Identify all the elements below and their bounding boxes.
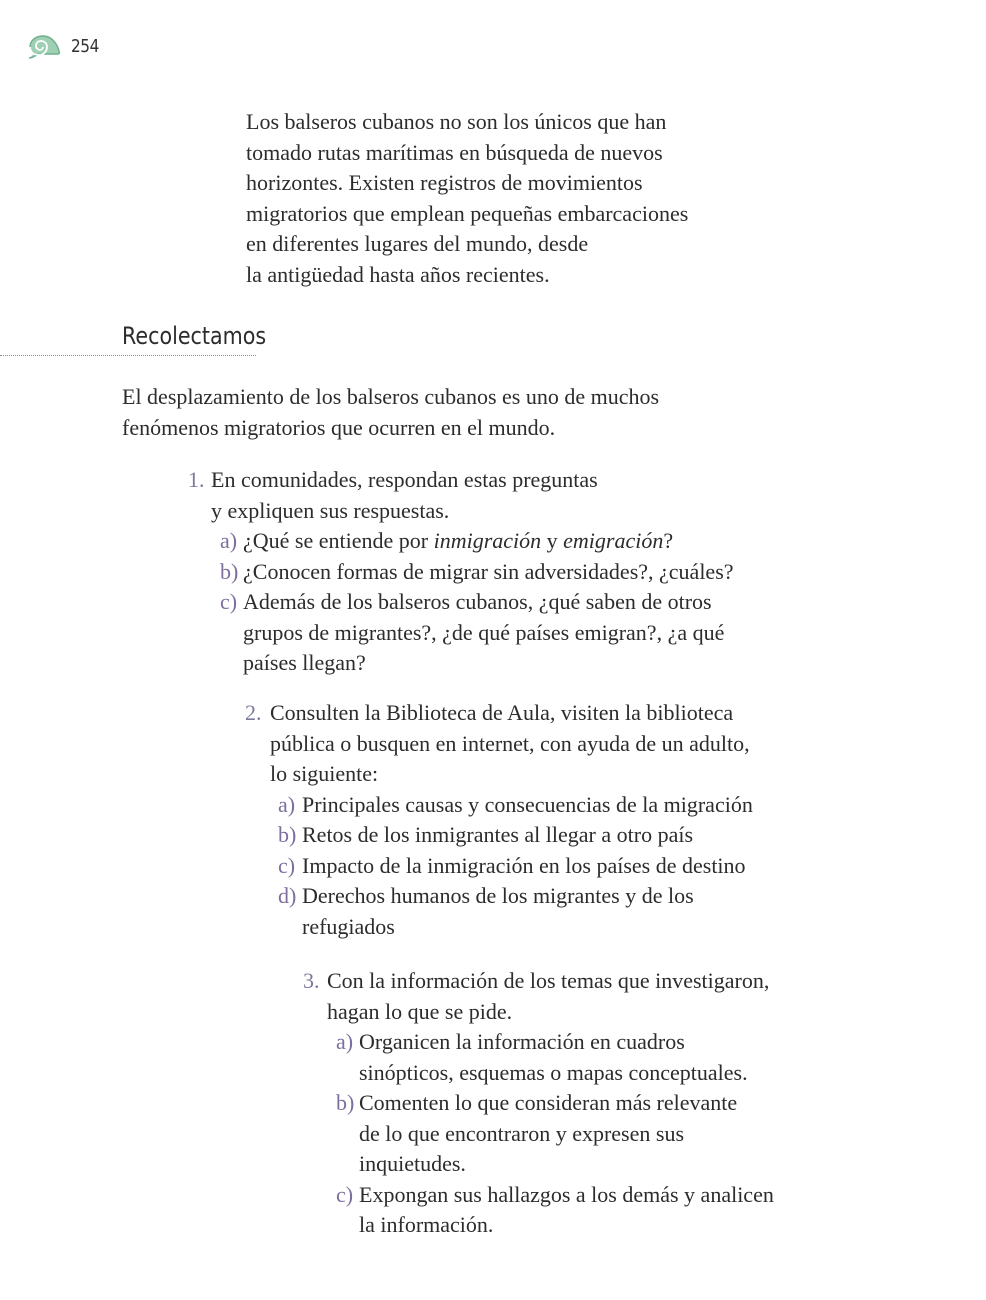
intro-line: Los balseros cubanos no son los únicos que han	[246, 109, 667, 134]
list-item	[220, 526, 734, 557]
intro-line: en diferentes lugares del mundo, desde	[246, 231, 589, 256]
item-letter: b)	[336, 1090, 355, 1115]
item-text: Impacto de la inmigración en los países de destino	[302, 852, 746, 878]
intro-line: migratorios que emplean pequeñas embarcaciones	[246, 200, 689, 226]
activity-1	[188, 465, 734, 679]
activity-line: pública o busquen en internet, con ayuda de un adulto,	[270, 730, 750, 756]
activity-line: Consulten la Biblioteca de Aula, visiten la biblioteca	[270, 700, 734, 725]
list-item	[278, 881, 753, 912]
activity-subitems	[188, 526, 734, 679]
activity-2	[245, 698, 753, 942]
intro-line: la antigüedad hasta años recientes.	[246, 261, 550, 287]
list-item	[278, 820, 753, 851]
list-item	[278, 790, 753, 821]
activity-line: hagan lo que se pide.	[327, 998, 513, 1024]
list-item	[278, 851, 753, 882]
section-divider	[0, 355, 256, 356]
emphasis-term: emigración	[563, 528, 664, 553]
list-item-continuation: sinópticos, esquemas o mapas conceptuales.	[359, 1059, 748, 1085]
list-item	[220, 557, 734, 588]
activity-line: lo siguiente:	[270, 761, 379, 786]
list-item	[336, 1088, 774, 1119]
item-letter: c)	[220, 589, 238, 614]
list-item-continuation: inquietudes.	[359, 1151, 466, 1176]
emphasis-term: inmigración	[433, 528, 542, 553]
item-text: ?	[663, 528, 674, 553]
activity-subitems	[303, 1027, 774, 1241]
item-text: Derechos humanos de los migrantes y de los	[302, 883, 694, 908]
list-item	[336, 1027, 774, 1058]
activity-line: En comunidades, respondan estas preguntas	[211, 467, 598, 492]
item-letter: a)	[220, 528, 238, 553]
activity-subitems	[245, 790, 753, 943]
spiral-shell-icon	[26, 31, 62, 61]
paragraph-line: El desplazamiento de los balseros cubanos es uno de muchos	[122, 384, 660, 409]
item-text: y	[541, 528, 564, 553]
list-item-continuation: la información.	[359, 1212, 494, 1237]
list-item	[220, 587, 734, 618]
item-text: ¿Qué se entiende por	[243, 528, 434, 553]
section-paragraph	[122, 382, 659, 443]
paragraph-line: fenómenos migratorios que ocurren en el mundo.	[122, 414, 556, 440]
item-letter: a)	[336, 1029, 354, 1054]
item-text: Expongan sus hallazgos a los demás y analicen	[359, 1181, 774, 1207]
item-text: Comenten lo que consideran más relevante	[359, 1090, 738, 1115]
activity-number: 3.	[303, 968, 320, 993]
activity-line: y expliquen sus respuestas.	[211, 497, 450, 523]
item-letter: d)	[278, 883, 297, 908]
list-item-continuation: grupos de migrantes?, ¿de qué países emigran?, ¿a qué	[243, 619, 725, 645]
item-letter: c)	[278, 852, 296, 878]
item-letter: a)	[278, 791, 296, 817]
list-item-continuation: países llegan?	[243, 650, 366, 675]
activity-number: 2.	[245, 700, 262, 725]
list-item-continuation: refugiados	[302, 913, 395, 939]
item-text: Organicen la información en cuadros	[359, 1029, 685, 1054]
section-title: Recolectamos	[122, 322, 267, 350]
activity-3	[303, 966, 774, 1241]
intro-line: tomado rutas marítimas en búsqueda de nuevos	[246, 139, 663, 165]
page-number: 254	[71, 35, 99, 57]
page-header	[26, 30, 104, 62]
item-letter: b)	[220, 558, 239, 584]
list-item	[336, 1180, 774, 1211]
item-text: ¿Conocen formas de migrar sin adversidades?, ¿cuáles?	[243, 558, 734, 584]
item-letter: c)	[336, 1181, 354, 1207]
list-item-continuation: de lo que encontraron y expresen sus	[359, 1120, 685, 1146]
item-letter: b)	[278, 822, 297, 847]
activity-number: 1.	[188, 467, 205, 492]
item-text: Además de los balseros cubanos, ¿qué saben de otros	[243, 589, 712, 614]
item-text: Retos de los inmigrantes al llegar a otro país	[302, 822, 694, 847]
intro-text	[246, 107, 716, 290]
item-text: Principales causas y consecuencias de la migración	[302, 791, 753, 817]
activity-line: Con la información de los temas que investigaron,	[327, 968, 770, 993]
intro-line: horizontes. Existen registros de movimientos	[246, 170, 643, 195]
